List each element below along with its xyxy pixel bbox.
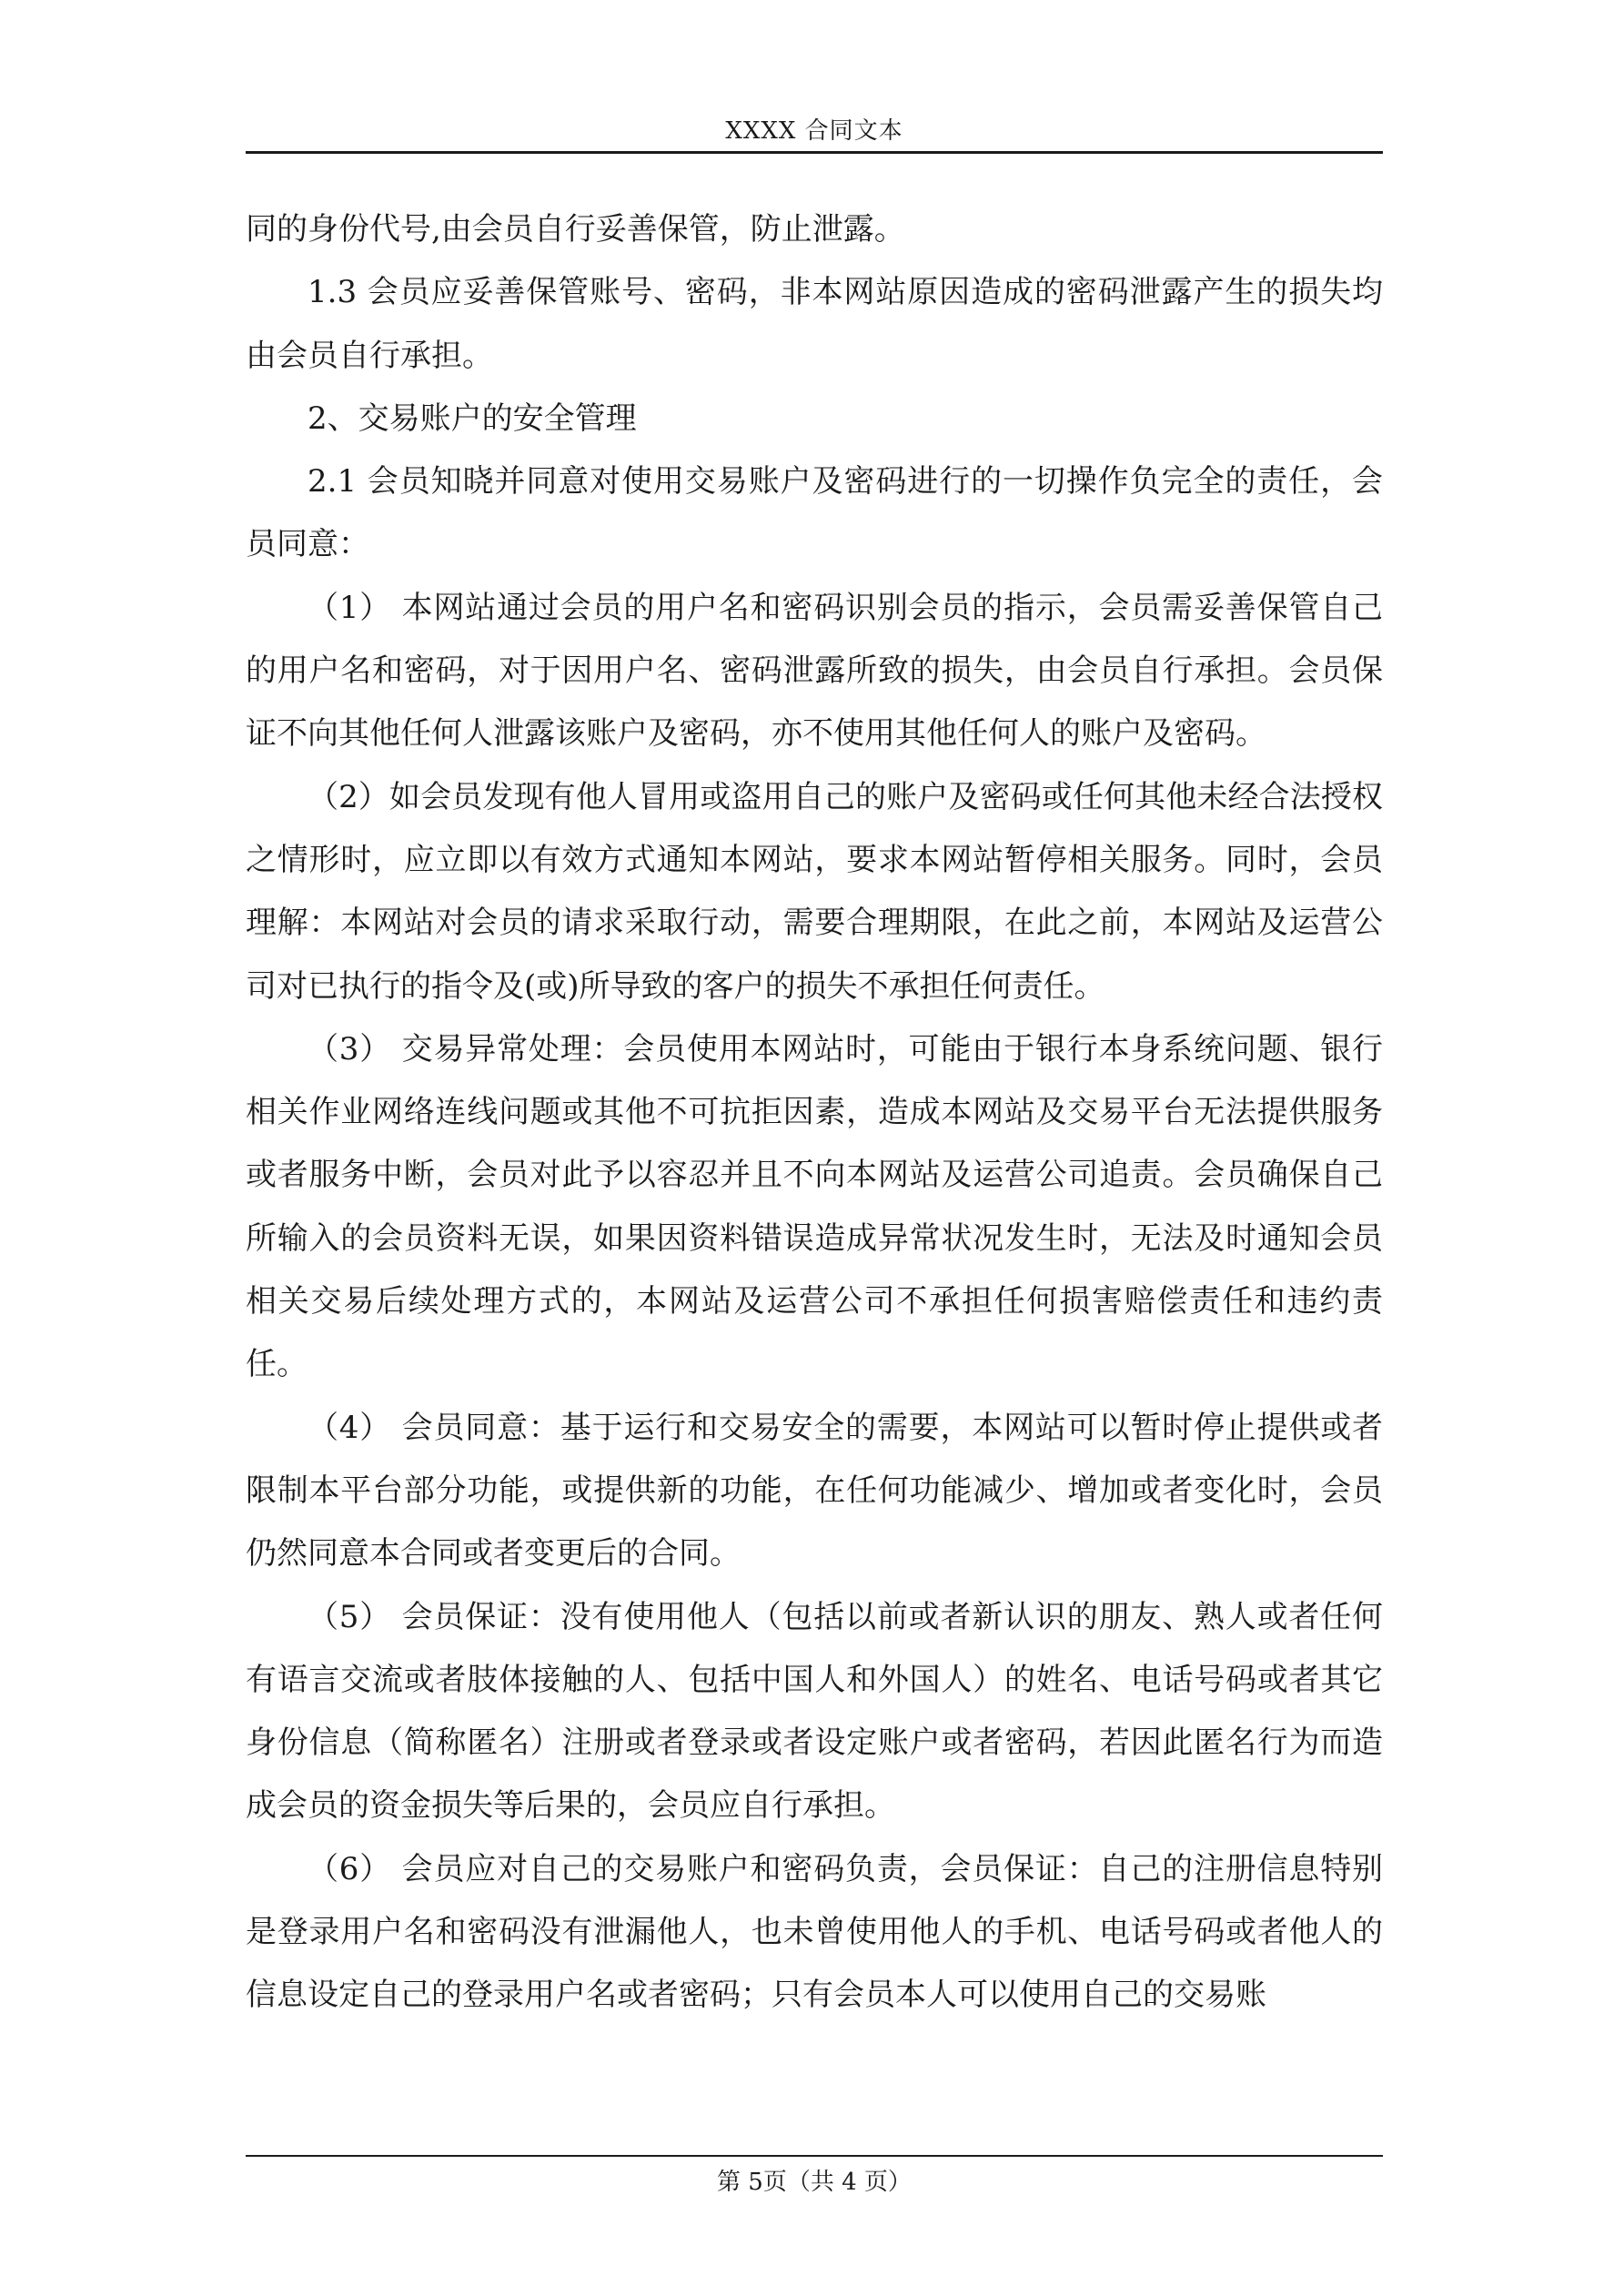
- paragraph-clause-2-1: 2.1 会员知晓并同意对使用交易账户及密码进行的一切操作负完全的责任，会员同意：: [246, 463, 1383, 563]
- paragraph-item-3: （3） 交易异常处理：会员使用本网站时，可能由于银行本身系统问题、银行相关作业网络连线问题或其他不可抗拒因素，造成本网站及交易平台无法提供服务或者服务中断，会员对此予以容忍并且不向本网站及运营公司追责。会员确保自己所输入的会员资料无误，如果因资料错误造成异常状况发生时，无法及时通知会员相关交易后续处理方式的，本网站及运营公司不承担任何损害赔偿责任和违约责任。: [246, 1030, 1383, 1383]
- page-number: 第 5页（共 4 页）: [717, 2169, 912, 2196]
- paragraph-clause-1-3: 1.3 会员应妥善保管账号、密码，非本网站原因造成的密码泄露产生的损失均由会员自行承担。: [246, 274, 1383, 374]
- paragraph-continuation: 同的身份代号,由会员自行妥善保管，防止泄露。: [246, 211, 905, 248]
- section-heading-2: 2、交易账户的安全管理: [308, 400, 637, 437]
- paragraph-item-2: （2）如会员发现有他人冒用或盗用自己的账户及密码或任何其他未经合法授权之情形时，应立即以有效方式通知本网站，要求本网站暂停相关服务。同时，会员理解：本网站对会员的请求采取行动，需要合理期限，在此之前，本网站及运营公司对已执行的指令及(或)所导致的客户的损失不承担任何责任。: [246, 778, 1383, 1005]
- paragraph-item-4: （4） 会员同意：基于运行和交易安全的需要，本网站可以暂时停止提供或者限制本平台部分功能，或提供新的功能，在任何功能减少、增加或者变化时，会员仍然同意本合同或者变更后的合同。: [246, 1409, 1383, 1573]
- paragraph-item-6: （6） 会员应对自己的交易账户和密码负责，会员保证：自己的注册信息特别是登录用户名和密码没有泄漏他人，也未曾使用他人的手机、电话号码或者他人的信息设定自己的登录用户名或者密码；只有会员本人可以使用自己的交易账: [246, 1850, 1383, 2014]
- paragraph-item-5: （5） 会员保证：没有使用他人（包括以前或者新认识的朋友、熟人或者任何有语言交流或者肢体接触的人、包括中国人和外国人）的姓名、电话号码或者其它身份信息（简称匿名）注册或者登录或者设定账户或者密码，若因此匿名行为而造成会员的资金损失等后果的，会员应自行承担。: [246, 1598, 1383, 1825]
- header-divider: [246, 151, 1383, 154]
- paragraph-item-1: （1） 本网站通过会员的用户名和密码识别会员的指示，会员需妥善保管自己的用户名和密码，对于因用户名、密码泄露所致的损失，由会员自行承担。会员保证不向其他任何人泄露该账户及密码，亦不使用其他任何人的账户及密码。: [246, 589, 1383, 753]
- document-body: [246, 198, 1383, 2028]
- header-title: XXXX 合同文本: [725, 117, 903, 145]
- footer-divider: [246, 2155, 1383, 2157]
